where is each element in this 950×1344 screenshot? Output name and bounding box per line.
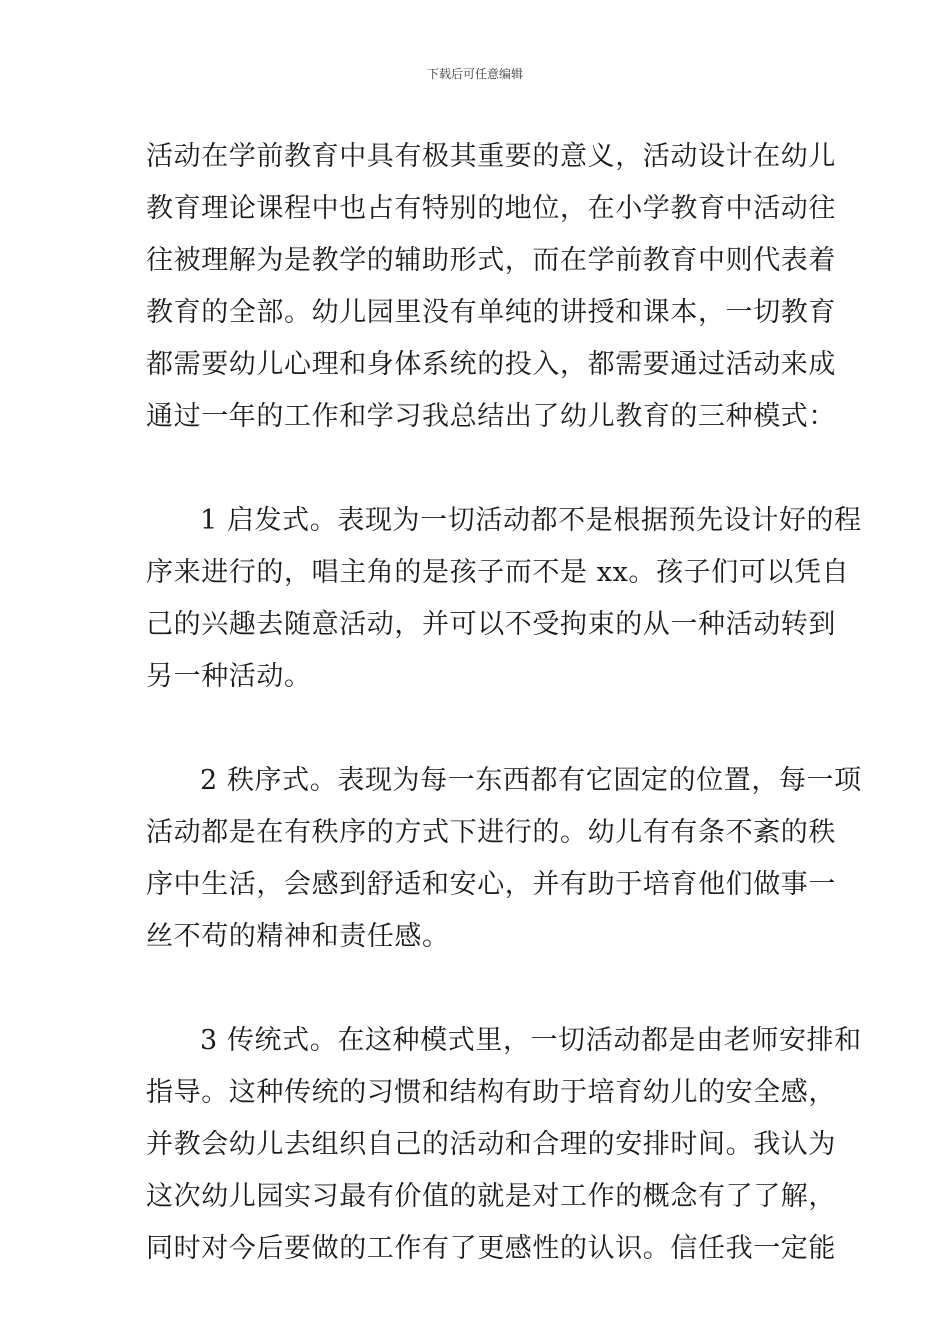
text-line: 这次幼儿园实习最有价值的就是对工作的概念有了了解， [146,1181,836,1212]
text-line: 活动在学前教育中具有极其重要的意义，活动设计在幼儿 [146,141,836,172]
text-line: 1 启发式。表现为一切活动都不是根据预先设计好的程 [200,505,862,536]
text-line: 己的兴趣去随意活动，并可以不受拘束的从一种活动转到 [146,609,836,640]
text-line: 通过一年的工作和学习我总结出了幼儿教育的三种模式： [146,401,836,432]
paragraph-spacer [146,443,808,495]
text-line: 同时对今后要做的工作有了更感性的认识。信任我一定能 [146,1233,836,1264]
paragraph-spacer [146,963,808,1015]
text-line: 教育理论课程中也占有特别的地位，在小学教育中活动往 [146,193,836,224]
paragraph-mode-2 [146,755,862,963]
paragraph-mode-1 [146,495,862,703]
text-line: 往被理解为是教学的辅助形式，而在学前教育中则代表着 [146,245,836,276]
text-line: 序来进行的，唱主角的是孩子而不是 xx。孩子们可以凭自 [146,557,850,588]
text-line: 2 秩序式。表现为每一东西都有它固定的位置，每一项 [200,765,862,796]
text-line: 都需要幼儿心理和身体系统的投入，都需要通过活动来成 [146,349,836,380]
text-line: 丝不苟的精神和责任感。 [146,921,450,952]
text-line: 并教会幼儿去组织自己的活动和合理的安排时间。我认为 [146,1129,836,1160]
document-body [146,131,862,1275]
text-line: 序中生活，会感到舒适和安心，并有助于培育他们做事一 [146,869,836,900]
text-line: 另一种活动。 [146,661,312,692]
paragraph-spacer [146,703,808,755]
text-line: 教育的全部。幼儿园里没有单纯的讲授和课本，一切教育 [146,297,836,328]
page-header-note: 下载后可任意编辑 [426,67,523,81]
text-line: 3 传统式。在这种模式里，一切活动都是由老师安排和 [200,1025,862,1056]
paragraph-mode-3 [146,1015,862,1275]
paragraph-intro [146,131,836,443]
text-line: 活动都是在有秩序的方式下进行的。幼儿有有条不紊的秩 [146,817,836,848]
text-line: 指导。这种传统的习惯和结构有助于培育幼儿的安全感， [146,1077,836,1108]
